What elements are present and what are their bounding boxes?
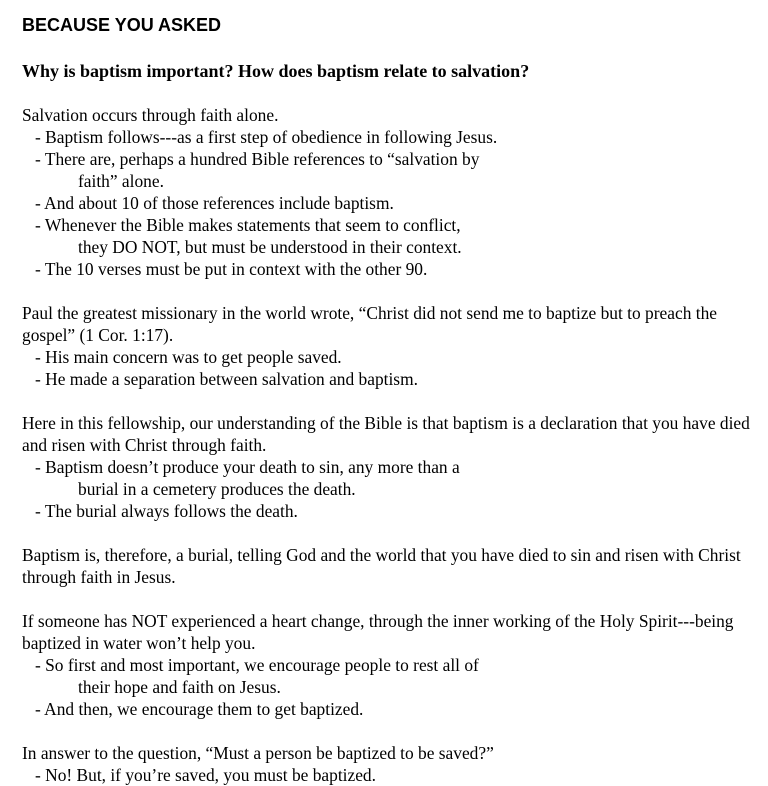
page-title: BECAUSE YOU ASKED [22, 15, 222, 35]
document-page [22, 14, 757, 786]
bullet-text: - The burial always follows the death. [35, 501, 298, 521]
paragraph: In answer to the question, “Must a person be baptized to be saved?” [22, 743, 494, 763]
section-heart-change [22, 610, 757, 720]
bullet-text: - And about 10 of those references include baptism. [35, 193, 394, 213]
bullet-continuation: faith” alone. [78, 171, 164, 191]
paragraph: Salvation occurs through faith alone. [22, 105, 279, 125]
bullet-text: - There are, perhaps a hundred Bible references to “salvation by [35, 149, 480, 169]
bullet-text: - Whenever the Bible makes statements that seem to conflict, [35, 215, 461, 235]
bullet-text: - So first and most important, we encourage people to rest all of [35, 655, 479, 675]
bullet-item [22, 698, 757, 720]
bullet-item [22, 764, 757, 786]
paragraph: Paul the greatest missionary in the world wrote, “Christ did not send me to baptize but to preach the gospel” (1 Cor. 1:17). [22, 303, 717, 345]
bullet-item [22, 258, 757, 280]
bullet-text: - He made a separation between salvation and baptism. [35, 369, 418, 389]
bullet-text: - Baptism doesn’t produce your death to sin, any more than a [35, 457, 460, 477]
bullet-item [22, 126, 757, 148]
bullet-item [22, 214, 757, 258]
section-fellowship-understanding [22, 412, 757, 522]
bullet-item [22, 346, 757, 368]
bullet-text: - The 10 verses must be put in context with the other 90. [35, 259, 428, 279]
section-salvation-by-faith [22, 104, 757, 280]
document-body [22, 104, 757, 786]
bullet-item [22, 456, 757, 500]
bullet-text: - No! But, if you’re saved, you must be baptized. [35, 765, 376, 785]
question-heading: Why is baptism important? How does baptism relate to salvation? [22, 61, 530, 81]
paragraph: If someone has NOT experienced a heart change, through the inner working of the Holy Spirit---being baptized in water won’t help you. [22, 611, 734, 653]
bullet-item [22, 368, 757, 390]
bullet-item [22, 148, 757, 192]
bullet-continuation: burial in a cemetery produces the death. [78, 479, 356, 499]
bullet-text: - And then, we encourage them to get baptized. [35, 699, 364, 719]
bullet-text: - Baptism follows---as a first step of obedience in following Jesus. [35, 127, 498, 147]
bullet-text: - His main concern was to get people saved. [35, 347, 342, 367]
section-baptism-burial [22, 544, 757, 588]
paragraph: Baptism is, therefore, a burial, telling God and the world that you have died to sin and risen with Christ through faith in Jesus. [22, 545, 741, 587]
bullet-continuation: they DO NOT, but must be understood in their context. [78, 237, 462, 257]
bullet-item [22, 192, 757, 214]
section-answer [22, 742, 757, 786]
bullet-item [22, 500, 757, 522]
section-paul-quote [22, 302, 757, 390]
paragraph: Here in this fellowship, our understanding of the Bible is that baptism is a declaration that you have died and risen with Christ through faith. [22, 413, 750, 455]
bullet-continuation: their hope and faith on Jesus. [78, 677, 281, 697]
bullet-item [22, 654, 757, 698]
